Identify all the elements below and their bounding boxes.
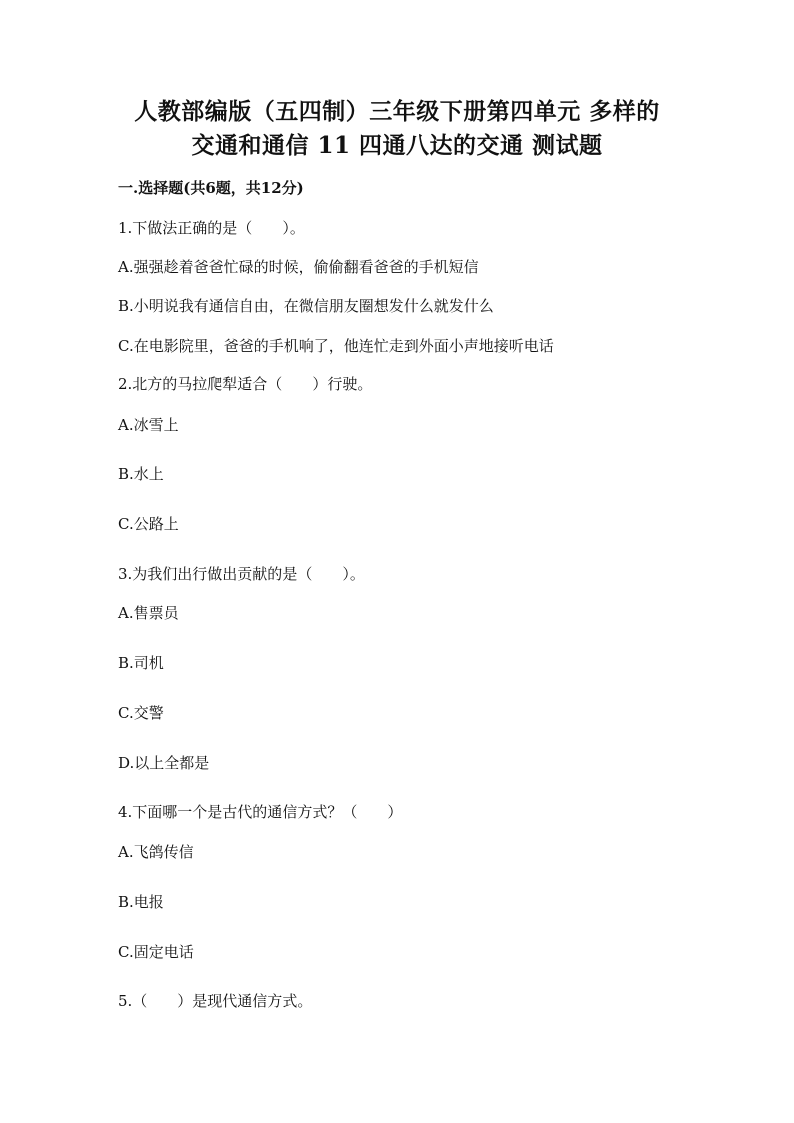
question-3-option-d: D.以上全都是 — [118, 754, 210, 772]
question-2-option-a: A.冰雪上 — [118, 416, 179, 434]
question-4-option-b: B.电报 — [118, 893, 164, 911]
question-2-option-c: C.公路上 — [118, 515, 179, 533]
question-1-stem: 1.下做法正确的是（ ）。 — [118, 219, 305, 237]
question-3-option-b: B.司机 — [118, 654, 164, 672]
question-3-stem: 3.为我们出行做出贡献的是（ ）。 — [118, 565, 365, 583]
question-4-stem: 4.下面哪一个是古代的通信方式？（ ） — [118, 803, 403, 821]
question-1-option-c: C.在电影院里，爸爸的手机响了，他连忙走到外面小声地接听电话 — [118, 337, 554, 355]
question-4-option-a: A.飞鸽传信 — [118, 843, 194, 861]
question-4-option-c: C.固定电话 — [118, 943, 194, 961]
section-heading: 一.选择题(共6题，共12分) — [118, 179, 304, 197]
question-2-option-b: B.水上 — [118, 465, 164, 483]
question-3-option-c: C.交警 — [118, 704, 164, 722]
document-title-line-2: 交通和通信 11 四通八达的交通 测试题 — [191, 132, 603, 159]
question-2-stem: 2.北方的马拉爬犁适合（ ）行驶。 — [118, 375, 373, 393]
document-title-line-1: 人教部编版（五四制）三年级下册第四单元 多样的 — [134, 98, 660, 125]
question-3-option-a: A.售票员 — [118, 604, 179, 622]
question-1-option-b: B.小明说我有通信自由，在微信朋友圈想发什么就发什么 — [118, 297, 494, 315]
question-1-option-a: A.强强趁着爸爸忙碌的时候，偷偷翻看爸爸的手机短信 — [118, 258, 479, 276]
question-5-stem: 5.（ ）是现代通信方式。 — [118, 992, 313, 1010]
